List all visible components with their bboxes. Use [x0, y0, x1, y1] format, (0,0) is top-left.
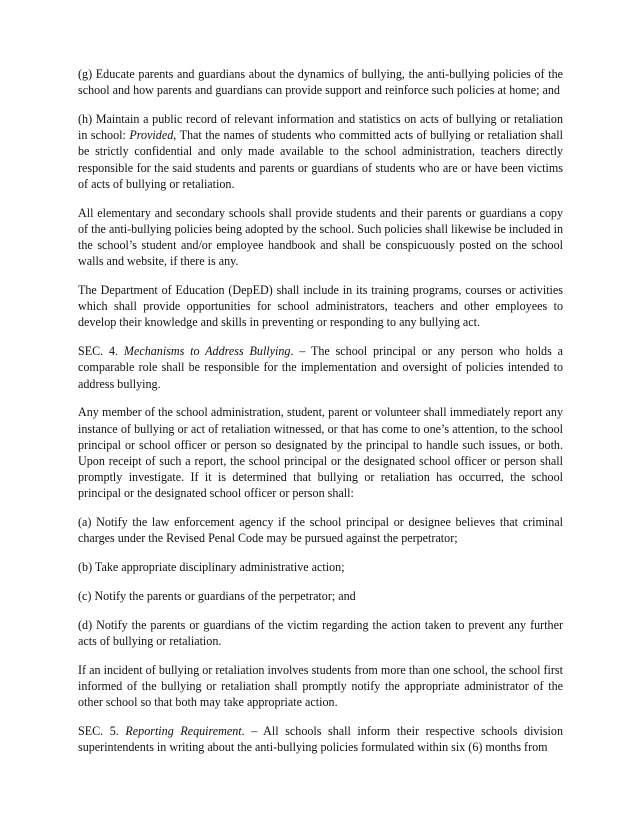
paragraph-item-d: (d) Notify the parents or guardians of the victim regarding the action taken to prevent any further acts of bullying or retaliation. [78, 617, 563, 649]
paragraph-deped-training: The Department of Education (DepED) shall include in its training programs, courses or activities which shall provide opportunities for school administrators, teachers and other employees to develop their knowledge and skills in preventing or responding to any bullying act. [78, 283, 563, 330]
section-title: Reporting Requirement [125, 724, 242, 739]
paragraph-public-record [78, 111, 563, 192]
section-title: Mechanisms to Address Bullying [123, 344, 291, 359]
paragraph-report-instance: Any member of the school administration, student, parent or volunteer shall immediately report any instance of bullying or act of retaliation witnessed, or that has come to one’s attention, to the school principal or school officer or person so designated by the principal to handle such issues, or both. Upon receipt of such a report, the school principal or the designated school officer or person shall promptly investigate. If it is determined that bullying or retaliation has occurred, the school principal or the designated school officer or person shall: [78, 405, 563, 501]
paragraph-text: , That the names of students who committed acts of bullying or retaliation shall be strictly confidential and only made available to the school administration, teachers directly responsible for the said students and parents or guardians of students who are or have been victims of acts of bullying or retaliation. [78, 128, 563, 191]
paragraph-text: . – The school principal or any person who holds a comparable role shall be responsible for the implementation and oversight of policies intended to address bullying. [78, 344, 563, 391]
paragraph-text: (h) Maintain a public record of relevant information and statistics on acts of bullying or retaliation in school: [78, 112, 563, 143]
paragraph-schools-provide-policies: All elementary and secondary schools shall provide students and their parents or guardians a copy of the anti-bullying policies being adopted by the school. Such policies shall likewise be included in the school’s student and/or employee handbook and shall be conspicuously posted on the school walls and website, if there is any. [78, 205, 563, 269]
section-number: SEC. 5. [78, 724, 126, 739]
paragraph-section-5 [78, 723, 563, 755]
paragraph-item-b: (b) Take appropriate disciplinary administrative action; [78, 560, 345, 575]
paragraph-section-4 [78, 343, 563, 392]
paragraph-multiple-schools: If an incident of bullying or retaliation involves students from more than one school, the school first informed of the bullying or retaliation shall promptly notify the appropriate administrator of the other school so that both may take appropriate action. [78, 662, 563, 710]
paragraph-item-a: (a) Notify the law enforcement agency if the school principal or designee believes that criminal charges under the Revised Penal Code may be pursued against the perpetrator; [78, 515, 563, 546]
document-page [78, 66, 563, 768]
italic-term: Provided [129, 128, 174, 143]
paragraph-educate-parents: (g) Educate parents and guardians about the dynamics of bullying, the anti-bullying policies of the school and how parents and guardians can provide support and reinforce such policies at home; and [78, 67, 563, 98]
paragraph-item-c: (c) Notify the parents or guardians of the perpetrator; and [78, 589, 356, 604]
section-number: SEC. 4. [78, 344, 124, 359]
paragraph-text: . – All schools shall inform their respective schools division superintendents in writing about the anti-bullying policies formulated within six (6) months from [78, 724, 563, 755]
